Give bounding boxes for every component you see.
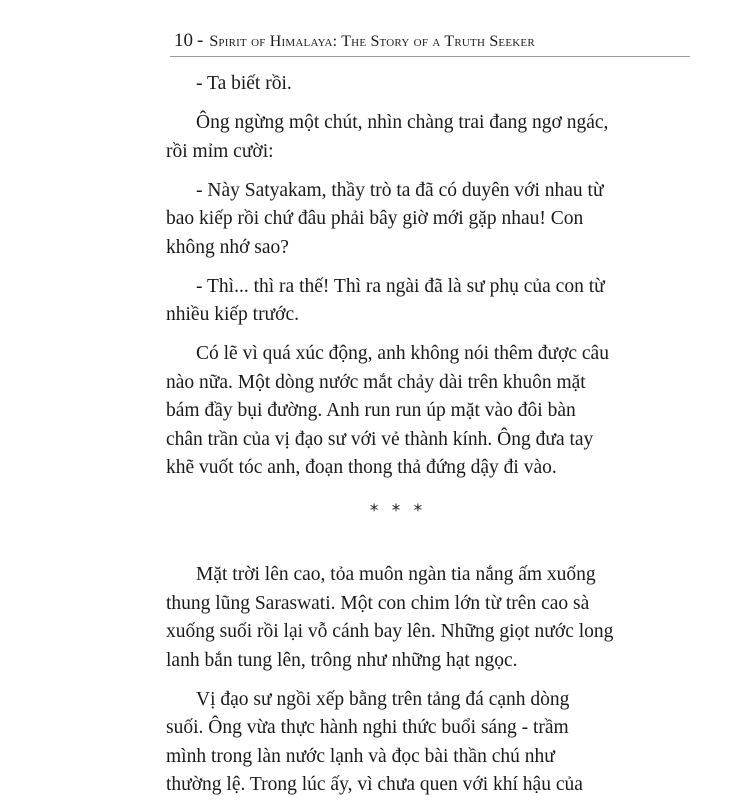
text-line: - Này Satyakam, thầy trò ta đã có duyên với nhau từ <box>196 179 604 201</box>
paragraph-5 <box>166 340 622 483</box>
text-line: chân trần của vị đạo sư với vẻ thành kính. Ông đưa tay <box>166 428 594 450</box>
text-line: mình trong làn nước lạnh và đọc bài thần chú như <box>166 745 555 767</box>
text-line: xuống suối rồi lại vỗ cánh bay lên. Những giọt nước long <box>166 621 614 642</box>
text-line: bao kiếp rồi chứ đâu phải bây giờ mới gặp nhau! Con <box>166 208 584 229</box>
paragraph-4 <box>166 273 622 330</box>
text-line: - Ta biết rồi. <box>196 73 292 94</box>
text-line: Ông ngừng một chút, nhìn chàng trai đang ngơ ngác, <box>196 112 609 133</box>
paragraph-1 <box>166 70 622 99</box>
text-line: Vị đạo sư ngồi xếp bằng trên tảng đá cạnh dòng <box>196 688 570 710</box>
text-line: rồi mỉm cười: <box>166 140 274 162</box>
text-line: nhiều kiếp trước. <box>166 304 299 325</box>
text-line: Mặt trời lên cao, tỏa muôn ngàn tia nắng ấm xuống <box>196 564 596 585</box>
text-line: bám đầy bụi đường. Anh run run úp mặt vào đôi bàn <box>166 400 576 421</box>
book-title: Spirit of Himalaya: The Story of a Truth Seeker <box>209 33 535 50</box>
text-line: nào nữa. Một dòng nước mắt chảy dài trên khuôn mặt <box>166 371 586 393</box>
text-line: khẽ vuốt tóc anh, đoạn thong thả đứng dậy đi vào. <box>166 457 557 478</box>
text-line: không nhớ sao? <box>166 236 289 258</box>
text-line: Có lẽ vì quá xúc động, anh không nói thêm được câu <box>196 343 609 364</box>
running-header <box>174 30 694 53</box>
body-text <box>166 70 622 810</box>
paragraph-7 <box>166 686 622 800</box>
text-line: lanh bắn tung lên, trông như những hạt ngọc. <box>166 649 518 671</box>
text-line: thung lũng Saraswati. Một con chim lớn từ trên cao sà <box>166 592 590 614</box>
paragraph-3 <box>166 177 622 263</box>
text-line: - Thì... thì ra thế! Thì ra ngài đã là sư phụ của con từ <box>196 275 605 297</box>
header-separator: - <box>197 30 204 51</box>
text-line: thường lệ. Trong lúc ấy, vì chưa quen với khí hậu của <box>166 774 583 795</box>
header-rule <box>170 56 690 57</box>
text-line: suối. Ông vừa thực hành nghi thức buổi sáng - trầm <box>166 717 569 738</box>
paragraph-2 <box>166 109 622 166</box>
section-break: * * * <box>369 500 427 521</box>
page-number: 10 <box>174 30 193 51</box>
paragraph-6 <box>166 561 622 675</box>
